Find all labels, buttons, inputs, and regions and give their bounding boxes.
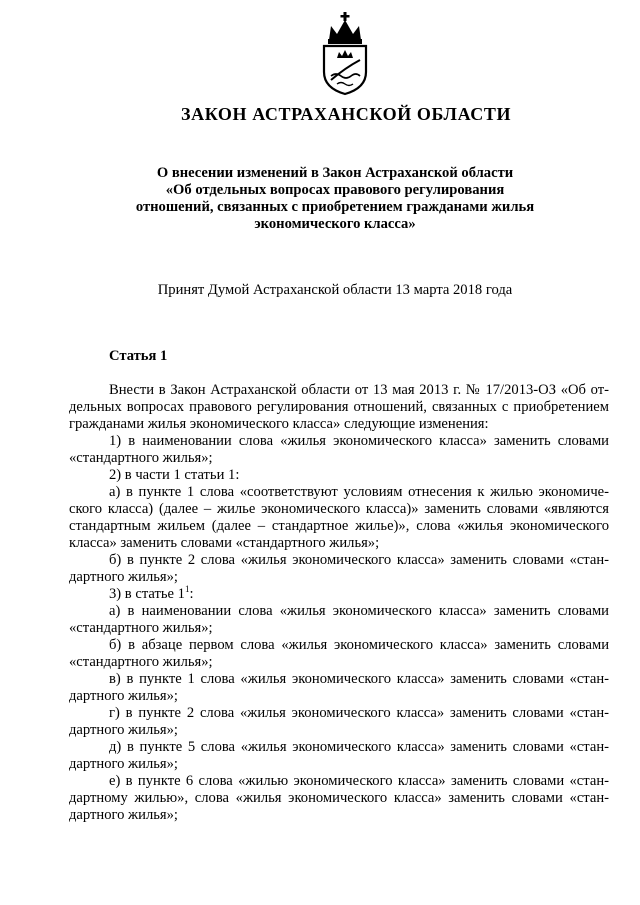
body-line: «стандартного жилья»; — [69, 654, 213, 670]
body-line: б) в абзаце первом слова «жилья экономического класса» заменить словами — [109, 637, 609, 653]
body-line: дартного жилья»; — [69, 569, 178, 585]
article-heading: Статья 1 — [109, 348, 168, 364]
body-line: класса» заменить словами «стандартного жилья»; — [69, 535, 380, 551]
body-line: «стандартного жилья»; — [69, 450, 213, 466]
superscript: 1 — [184, 584, 190, 595]
body-line: дартного жилья»; — [69, 722, 178, 738]
body-line: дельных вопросах правового регулирования отношений, связанных с приобретением — [69, 399, 609, 415]
body-line: «стандартного жилья»; — [69, 620, 213, 636]
body-line: д) в пункте 5 слова «жилья экономического класса» заменить словами «стан- — [109, 739, 609, 755]
body-line: 2) в части 1 статьи 1: — [109, 467, 240, 483]
body-line — [109, 586, 194, 603]
body-line: в) в пункте 1 слова «жилья экономического класса» заменить словами «стан- — [109, 671, 609, 687]
subtitle-line-3: отношений, связанных с приобретением гражданами жилья — [135, 199, 535, 215]
body-line: дартного жилья»; — [69, 756, 178, 772]
body-line: ского класса) (далее – жилье экономического класса)» заменить словами «являются — [69, 501, 609, 517]
body-line: дартного жилья»; — [69, 688, 178, 704]
body-line: а) в пункте 1 слова «соответствуют условиям отнесения к жилью экономиче- — [109, 484, 609, 500]
body-line: е) в пункте 6 слова «жилью экономического класса» заменить словами «стан- — [109, 773, 609, 789]
body-line: 1) в наименовании слова «жилья экономического класса» заменить словами — [109, 433, 609, 449]
body-line: г) в пункте 2 слова «жилья экономического класса» заменить словами «стан- — [109, 705, 609, 721]
body-line: Внести в Закон Астраханской области от 13 мая 2013 г. № 17/2013-ОЗ «Об от- — [109, 382, 609, 398]
body-line: дартному жилью», слова «жилья экономического класса» заменить словами «стан- — [69, 790, 609, 806]
subtitle-line-1: О внесении изменений в Закон Астраханской области — [156, 165, 514, 181]
body-line: дартного жилья»; — [69, 807, 178, 823]
document-title: ЗАКОН АСТРАХАНСКОЙ ОБЛАСТИ — [181, 104, 512, 124]
adoption-date: Принят Думой Астраханской области 13 марта 2018 года — [157, 282, 513, 298]
subtitle-line-4: экономического класса» — [254, 216, 416, 232]
body-line: б) в пункте 2 слова «жилья экономического класса» заменить словами «стан- — [109, 552, 609, 568]
body-line: стандартным жильем (далее – стандартное жилье)», слова «жилья экономического — [69, 518, 609, 534]
body-text: 3) в статье 1 — [109, 586, 185, 602]
body-line: а) в наименовании слова «жилья экономического класса» заменить словами — [109, 603, 609, 619]
body-line: гражданами жилья экономического класса» следующие изменения: — [69, 416, 489, 432]
coat-of-arms-emblem — [317, 10, 373, 96]
subtitle-line-2: «Об отдельных вопросах правового регулирования — [165, 182, 505, 198]
body-text: : — [189, 586, 194, 602]
